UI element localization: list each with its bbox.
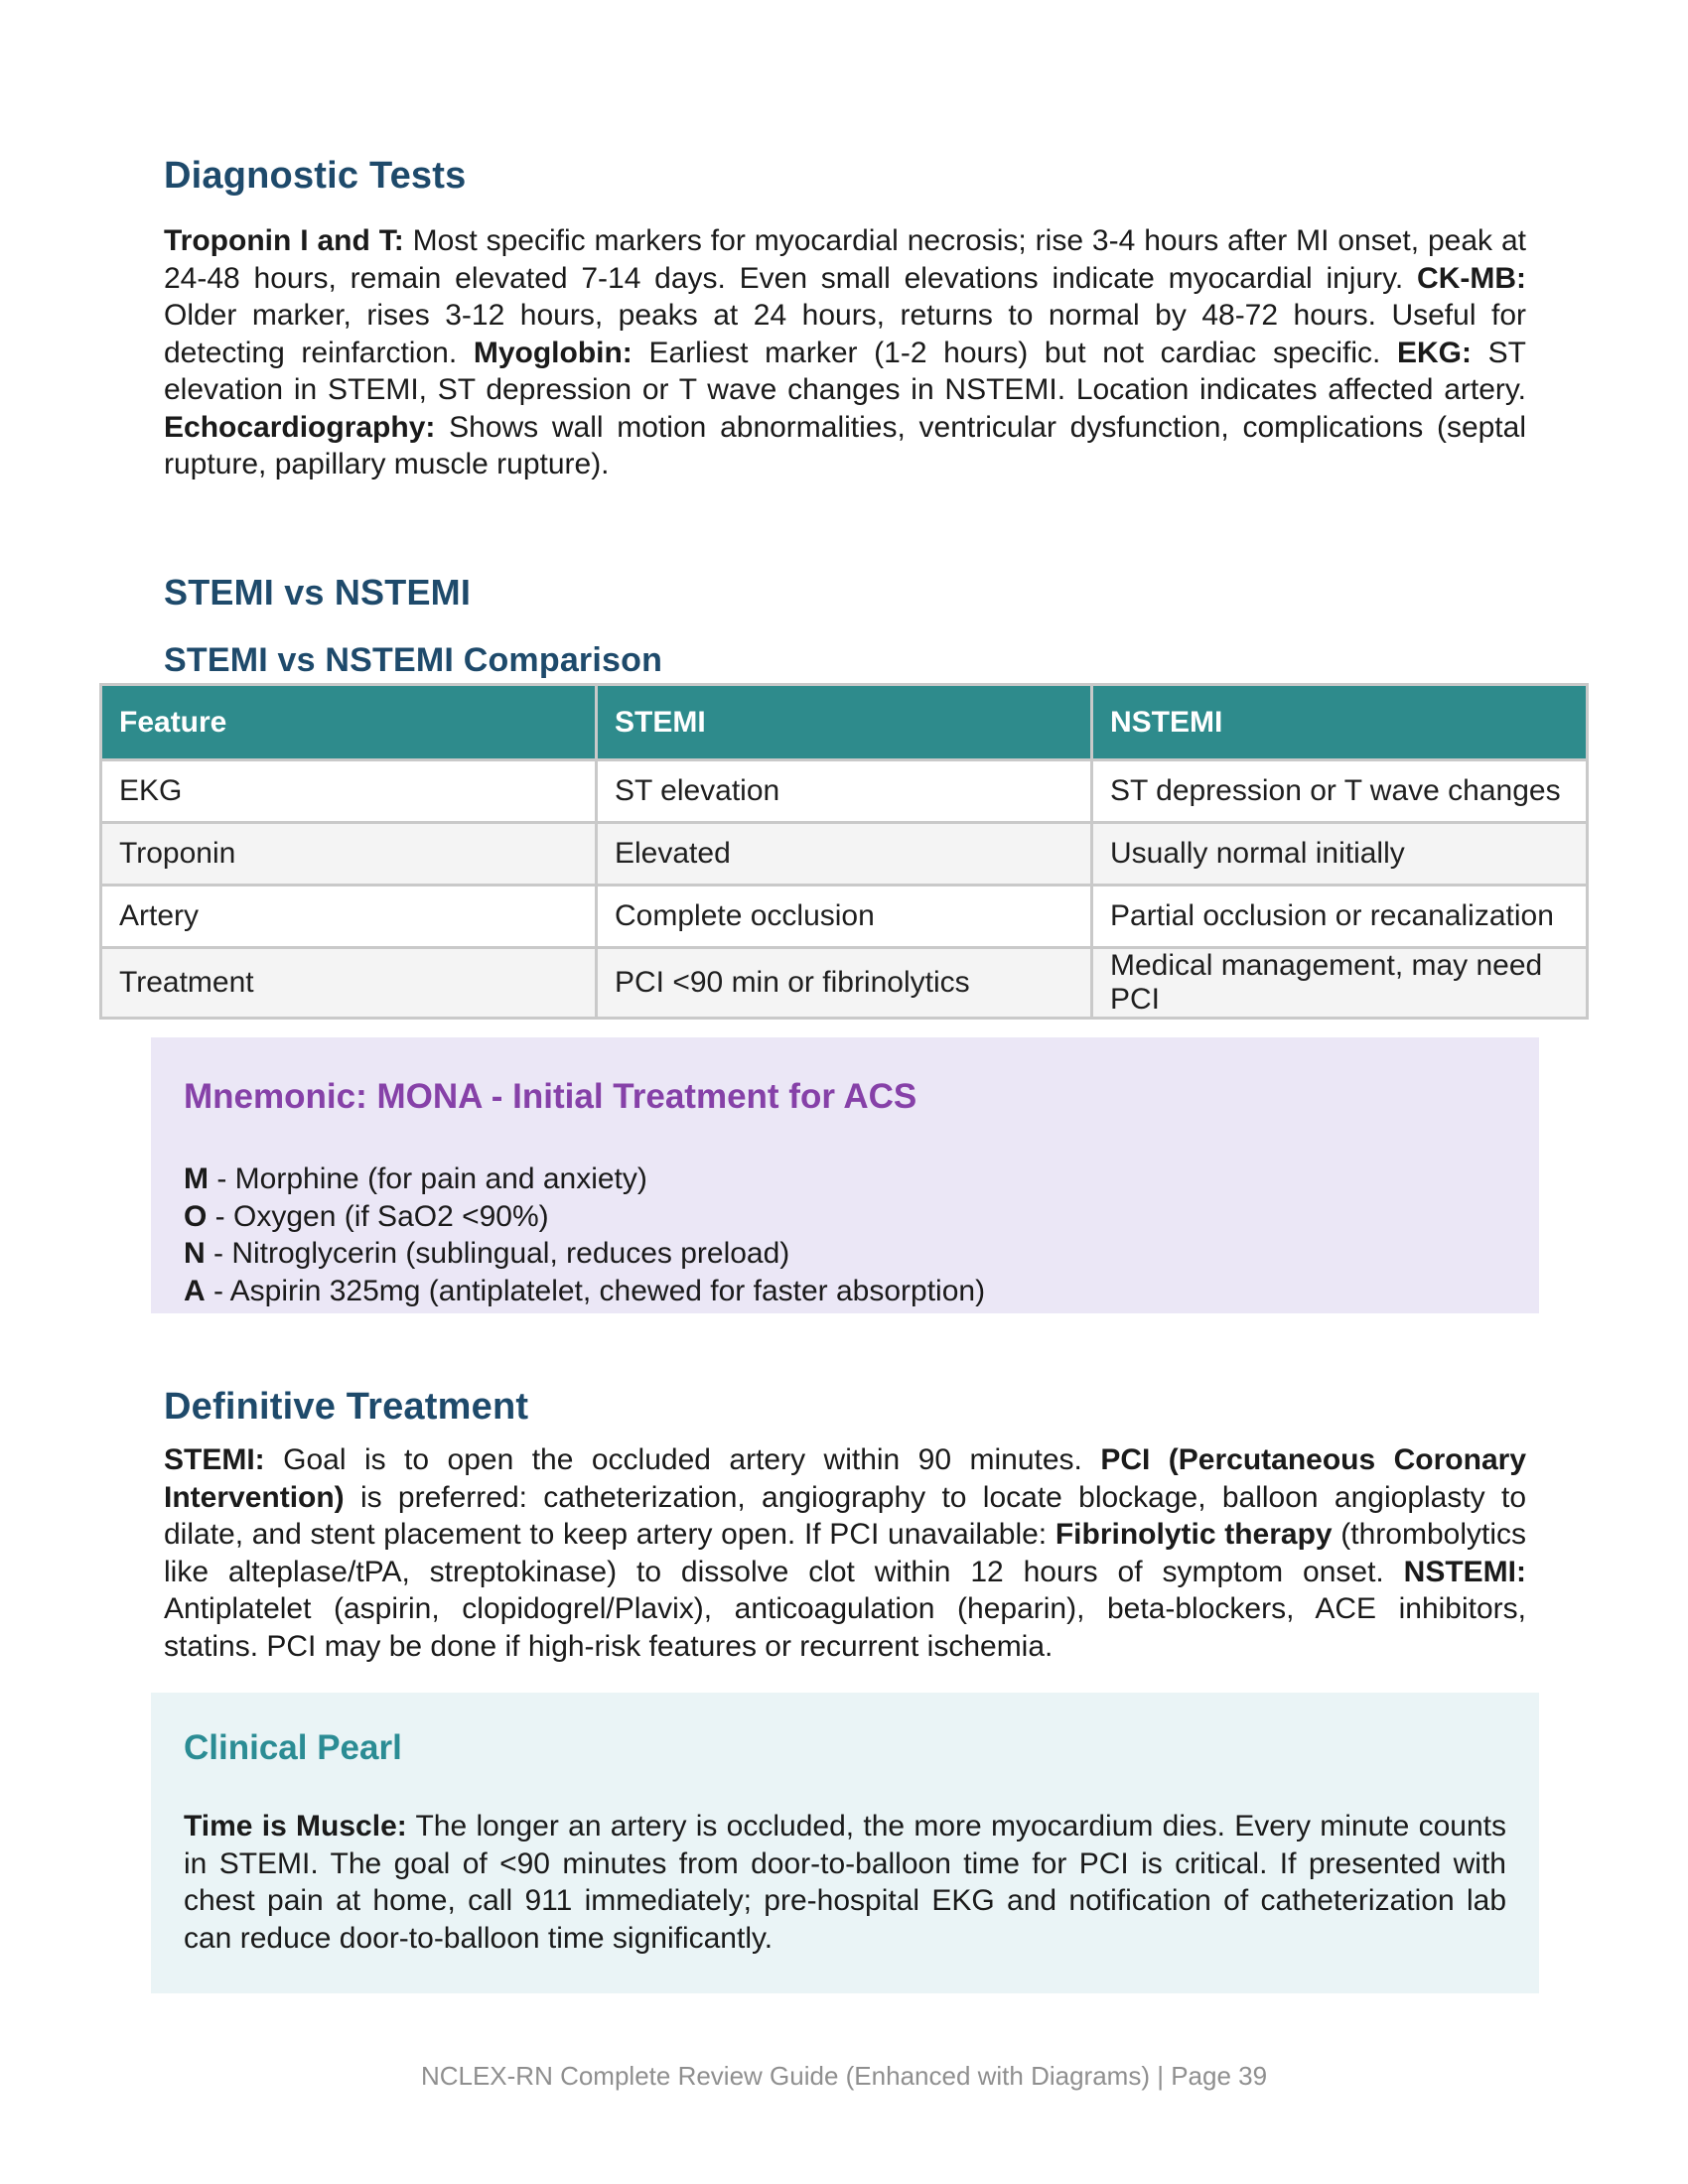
mnemonic-callout-box (151, 1037, 1539, 1313)
mnemonic-heading: Mnemonic: MONA - Initial Treatment for ACS (184, 1077, 917, 1116)
table-cell: Elevated (597, 823, 1092, 886)
table-header (101, 685, 1588, 760)
mnemonic-item: A - Aspirin 325mg (antiplatelet, chewed for faster absorption) (184, 1274, 986, 1307)
mnemonic-item: N - Nitroglycerin (sublingual, reduces preload) (184, 1237, 790, 1270)
mnemonic-item: O - Oxygen (if SaO2 <90%) (184, 1199, 549, 1233)
clinical-pearl-paragraph: Time is Muscle: The longer an artery is occluded, the more myocardium dies. Every minute counts in STEMI. The goal of <90 minutes from door-to-balloon time for PCI is critical. If presented with chest pain at home, call 911 immediately; pre-hospital EKG and notification of catheterization lab can reduce door-to-balloon time significantly. (184, 1810, 1506, 1955)
table-cell: Treatment (101, 948, 597, 1019)
table-row (101, 948, 1588, 1019)
section-heading-definitive-treatment: Definitive Treatment (164, 1386, 529, 1428)
table-cell: ST depression or T wave changes (1092, 760, 1588, 823)
table-title-stemi-vs-nstemi-comparison: STEMI vs NSTEMI Comparison (164, 641, 663, 679)
clinical-pearl-heading: Clinical Pearl (184, 1728, 402, 1767)
clinical-pearl-callout-box (151, 1693, 1539, 1993)
column-header-nstemi: NSTEMI (1092, 685, 1588, 760)
table-row (101, 823, 1588, 886)
table-header-row (101, 685, 1588, 760)
section-heading-diagnostic-tests: Diagnostic Tests (164, 155, 467, 197)
table-cell: PCI <90 min or fibrinolytics (597, 948, 1092, 1019)
table-cell: Partial occlusion or recanalization (1092, 886, 1588, 948)
table-row (101, 886, 1588, 948)
page-footer: NCLEX-RN Complete Review Guide (Enhanced with Diagrams) | Page 39 (420, 2061, 1268, 2091)
table-cell: Medical management, may need PCI (1092, 948, 1588, 1019)
definitive-treatment-paragraph: STEMI: Goal is to open the occluded artery within 90 minutes. PCI (Percutaneous Coronary Intervention) is preferred: catheterization, angiography to locate blockage, balloon angioplasty to dilate, and stent placement to keep artery open. If PCI unavailable: Fibrinolytic therapy (thrombolytics like alteplase/tPA, streptokinase) to dissolve clot within 12 hours of symptom onset. NSTEMI: Antiplatelet (aspirin, clopidogrel/Plavix), anticoagulation (heparin), beta-blockers, ACE inhibitors, statins. PCI may be done if high-risk features or recurrent ischemia. (164, 1443, 1526, 1663)
column-header-feature: Feature (101, 685, 597, 760)
table-body (101, 760, 1588, 1019)
column-header-stemi: STEMI (597, 685, 1092, 760)
table-cell: Troponin (101, 823, 597, 886)
mnemonic-item: M - Morphine (for pain and anxiety) (184, 1162, 647, 1195)
table-cell: EKG (101, 760, 597, 823)
table-row (101, 760, 1588, 823)
section-heading-stemi-vs-nstemi: STEMI vs NSTEMI (164, 572, 472, 613)
table-cell: Complete occlusion (597, 886, 1092, 948)
mnemonic-item-list (184, 1160, 1506, 1309)
table-cell: Artery (101, 886, 597, 948)
table-cell: Usually normal initially (1092, 823, 1588, 886)
diagnostic-tests-paragraph: Troponin I and T: Most specific markers for myocardial necrosis; rise 3-4 hours after MI onset, peak at 24-48 hours, remain elevated 7-14 days. Even small elevations indicate myocardial injury. CK-MB: Older marker, rises 3-12 hours, peaks at 24 hours, returns to normal by 48-72 hours. Useful for detecting reinfarction. Myoglobin: Earliest marker (1-2 hours) but not cardiac specific. EKG: ST elevation in STEMI, ST depression or T wave changes in NSTEMI. Location indicates affected artery. Echocardiography: Shows wall motion abnormalities, ventricular dysfunction, complications (septal rupture, papillary muscle rupture). (164, 224, 1526, 480)
table-cell: ST elevation (597, 760, 1092, 823)
stemi-nstemi-comparison-table (99, 683, 1589, 1020)
